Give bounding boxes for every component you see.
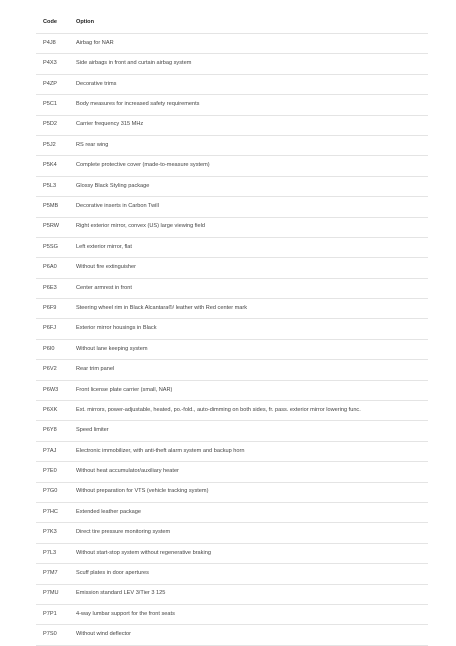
option-description-cell: Scuff plates in door apertures — [69, 564, 428, 584]
table-row — [36, 502, 428, 522]
table-row — [36, 115, 428, 135]
table-row — [36, 523, 428, 543]
option-description-cell: Center armrest in front — [69, 278, 428, 298]
option-description-cell: Emission standard LEV 3/Tier 3 125 — [69, 584, 428, 604]
option-code-cell: P5J2 — [36, 135, 69, 155]
option-description-cell: Body measures for increased safety requirements — [69, 95, 428, 115]
option-code-cell: P5D2 — [36, 115, 69, 135]
option-code-cell: P5MB — [36, 197, 69, 217]
option-code-cell: P6FJ — [36, 319, 69, 339]
option-description-cell: Decorative trims — [69, 74, 428, 94]
option-code-cell: P4X3 — [36, 54, 69, 74]
option-code-cell: P6A0 — [36, 258, 69, 278]
table-row — [36, 54, 428, 74]
table-row — [36, 543, 428, 563]
table-row — [36, 217, 428, 237]
table-row — [36, 360, 428, 380]
table-row — [36, 299, 428, 319]
table-row — [36, 401, 428, 421]
table-row — [36, 278, 428, 298]
table-row — [36, 34, 428, 54]
option-description-cell: 4-way lumbar support for the front seats — [69, 604, 428, 624]
option-description-cell: Without heat accumulator/auxiliary heater — [69, 462, 428, 482]
option-code-cell: P6F9 — [36, 299, 69, 319]
table-row — [36, 441, 428, 461]
option-description-cell: Complete protective cover (made-to-measure system) — [69, 156, 428, 176]
option-description-cell: RS rear wing — [69, 135, 428, 155]
option-description-cell: Side airbags in front and curtain airbag system — [69, 54, 428, 74]
table-row — [36, 462, 428, 482]
options-table — [36, 12, 428, 646]
option-description-cell: Steering wheel rim in Black Alcantara®/ leather with Red center mark — [69, 299, 428, 319]
option-description-cell: Speed limiter — [69, 421, 428, 441]
table-row — [36, 421, 428, 441]
table-row — [36, 258, 428, 278]
table-row — [36, 564, 428, 584]
option-code-cell: P7E0 — [36, 462, 69, 482]
option-code-cell: P7M7 — [36, 564, 69, 584]
table-row — [36, 584, 428, 604]
options-table-body — [36, 34, 428, 646]
option-code-cell: P7K3 — [36, 523, 69, 543]
table-row — [36, 237, 428, 257]
option-description-cell: Right exterior mirror, convex (US) large viewing field — [69, 217, 428, 237]
option-code-cell: P6Y8 — [36, 421, 69, 441]
option-description-cell: Direct tire pressure monitoring system — [69, 523, 428, 543]
option-code-cell: P7L3 — [36, 543, 69, 563]
option-description-cell: Without start-stop system without regenerative braking — [69, 543, 428, 563]
table-row — [36, 625, 428, 645]
option-description-cell: Without lane keeping system — [69, 339, 428, 359]
table-row — [36, 95, 428, 115]
table-row — [36, 176, 428, 196]
option-code-cell: P5C1 — [36, 95, 69, 115]
option-description-cell: Left exterior mirror, flat — [69, 237, 428, 257]
option-description-cell: Without fire extinguisher — [69, 258, 428, 278]
option-code-cell: P6E3 — [36, 278, 69, 298]
table-row — [36, 604, 428, 624]
option-code-cell: P6XK — [36, 401, 69, 421]
table-row — [36, 156, 428, 176]
option-code-cell: P4J8 — [36, 34, 69, 54]
option-description-cell: Airbag for NAR — [69, 34, 428, 54]
option-description-cell: Without preparation for VTS (vehicle tracking system) — [69, 482, 428, 502]
option-code-cell: P7MU — [36, 584, 69, 604]
option-code-cell: P7S0 — [36, 625, 69, 645]
table-row — [36, 197, 428, 217]
code-column-header: Code — [36, 12, 69, 34]
option-description-cell: Rear trim panel — [69, 360, 428, 380]
table-row — [36, 135, 428, 155]
table-row — [36, 319, 428, 339]
option-code-cell: P7AJ — [36, 441, 69, 461]
option-description-cell: Exterior mirror housings in Black — [69, 319, 428, 339]
option-description-cell: Front license plate carrier (small, NAR) — [69, 380, 428, 400]
option-column-header: Option — [69, 12, 428, 34]
option-description-cell: Carrier frequency 315 MHz — [69, 115, 428, 135]
option-code-cell: P5SG — [36, 237, 69, 257]
option-description-cell: Without wind deflector — [69, 625, 428, 645]
option-description-cell: Electronic immobilizer, with anti-theft alarm system and backup horn — [69, 441, 428, 461]
option-code-cell: P6W3 — [36, 380, 69, 400]
table-header-row — [36, 12, 428, 34]
options-page — [36, 12, 428, 646]
table-row — [36, 339, 428, 359]
option-code-cell: P4ZP — [36, 74, 69, 94]
option-code-cell: P6I0 — [36, 339, 69, 359]
option-description-cell: Glossy Black Styling package — [69, 176, 428, 196]
table-row — [36, 380, 428, 400]
option-code-cell: P6V2 — [36, 360, 69, 380]
option-description-cell: Extended leather package — [69, 502, 428, 522]
option-description-cell: Decorative inserts in Carbon Twill — [69, 197, 428, 217]
option-code-cell: P5L3 — [36, 176, 69, 196]
option-code-cell: P7HC — [36, 502, 69, 522]
option-code-cell: P7G0 — [36, 482, 69, 502]
table-row — [36, 482, 428, 502]
option-description-cell: Ext. mirrors, power-adjustable, heated, po.-fold., auto-dimming on both sides, fr. pass. exterior mirror lowering func. — [69, 401, 428, 421]
option-code-cell: P5RW — [36, 217, 69, 237]
option-code-cell: P5K4 — [36, 156, 69, 176]
option-code-cell: P7P1 — [36, 604, 69, 624]
table-row — [36, 74, 428, 94]
